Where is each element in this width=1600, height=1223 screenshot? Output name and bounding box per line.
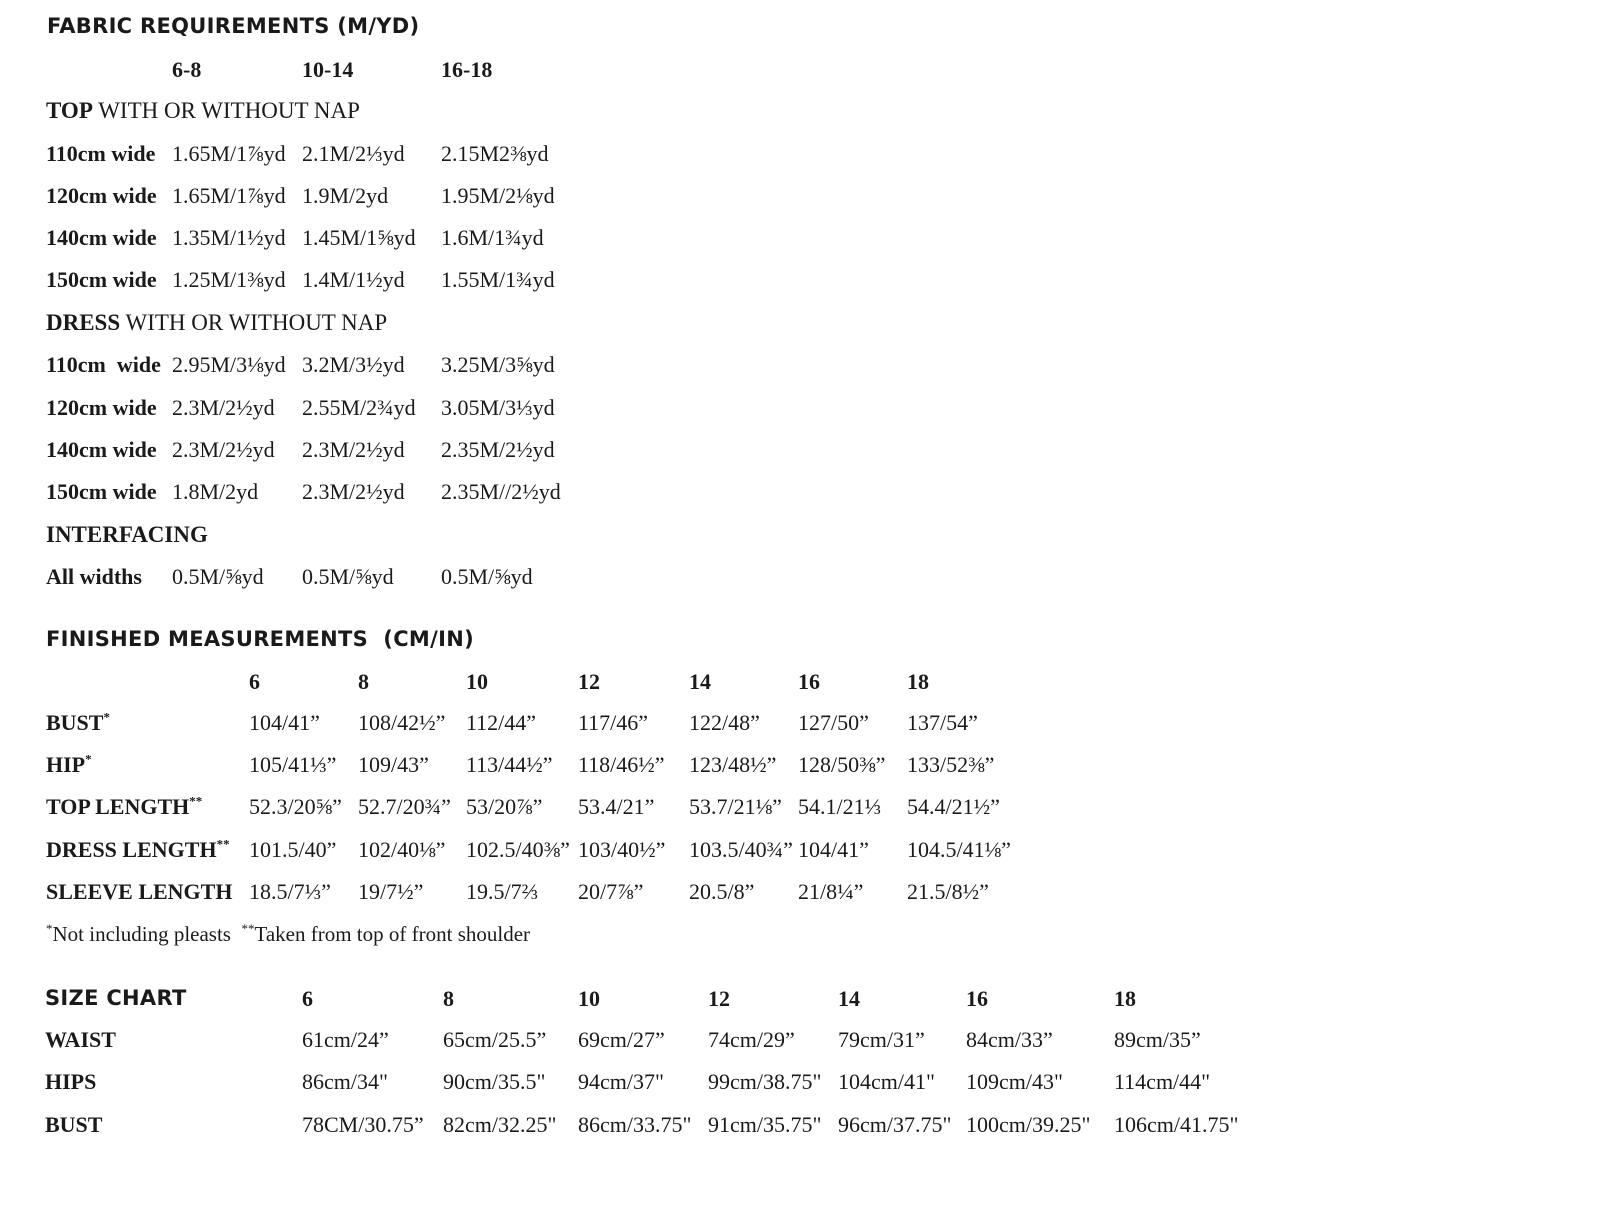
size-chart-value: 94cm/37" xyxy=(578,1069,664,1094)
finished-value: 103.5/40¾” xyxy=(689,837,793,862)
finished-row-label xyxy=(46,751,92,777)
finished-row-label xyxy=(46,709,110,735)
finished-value: 53.7/21⅛” xyxy=(689,794,782,819)
fabric-width-label: 120cm wide xyxy=(46,183,157,208)
finished-value: 133/52⅜” xyxy=(907,752,995,777)
finished-value: 102/40⅛” xyxy=(358,837,446,862)
finished-row-label xyxy=(46,793,203,819)
fabric-value: 2.1M/2⅓yd xyxy=(302,141,405,166)
footnote-text: Not including pleasts xyxy=(52,922,231,946)
dress-section-heading xyxy=(46,311,387,334)
fabric-value: 2.3M/2½yd xyxy=(302,479,405,504)
finished-row-label xyxy=(46,881,232,903)
fabric-value: 1.4M/1½yd xyxy=(302,267,405,292)
fabric-width-label: All widths xyxy=(46,564,142,589)
finished-value: 53.4/21” xyxy=(578,794,655,819)
finished-value: 21/8¼” xyxy=(798,879,864,904)
size-chart-row-label: BUST xyxy=(45,1112,103,1137)
size-chart-row-label: HIPS xyxy=(45,1069,97,1094)
top-section-heading xyxy=(46,99,360,122)
fabric-width-label: 120cm wide xyxy=(46,395,157,420)
finished-value: 18.5/7⅓” xyxy=(249,879,331,904)
finished-measurements-title: FINISHED MEASUREMENTS (CM/IN) xyxy=(46,627,474,651)
fabric-width-label: 140cm wide xyxy=(46,225,157,250)
fabric-value: 0.5M/⅝yd xyxy=(441,564,533,589)
finished-value: 118/46½” xyxy=(578,752,665,777)
finished-row-label xyxy=(46,836,230,862)
size-chart-value: 89cm/35” xyxy=(1114,1027,1201,1052)
fabric-size-header: 6-8 xyxy=(172,57,202,82)
fabric-value: 3.05M/3⅓yd xyxy=(441,395,555,420)
interfacing-section-label: INTERFACING xyxy=(46,522,208,547)
finished-value: 103/40½” xyxy=(578,837,666,862)
fabric-value: 1.45M/1⅝yd xyxy=(302,225,416,250)
size-chart-size-header: 16 xyxy=(966,986,988,1011)
finished-value: 20/7⅞” xyxy=(578,879,644,904)
finished-value: 123/48½” xyxy=(689,752,777,777)
finished-value: 102.5/40⅜” xyxy=(466,837,570,862)
footnote-mark: * xyxy=(46,921,53,936)
fabric-value: 0.5M/⅝yd xyxy=(302,564,394,589)
finished-row-label-text: TOP LENGTH xyxy=(46,794,190,819)
finished-value: 117/46” xyxy=(578,710,649,735)
footnote-mark: ** xyxy=(189,793,203,809)
fabric-value: 1.9M/2yd xyxy=(302,183,389,208)
finished-size-header: 6 xyxy=(249,669,260,694)
fabric-size-header: 16-18 xyxy=(441,57,493,82)
size-chart-value: 61cm/24” xyxy=(302,1027,389,1052)
top-section-label: TOP xyxy=(46,98,93,123)
footnote-mark: ** xyxy=(241,921,255,936)
finished-row-label-text: DRESS LENGTH xyxy=(46,837,217,862)
finished-row-label-text: SLEEVE LENGTH xyxy=(46,879,233,904)
fabric-value: 1.35M/1½yd xyxy=(172,225,286,250)
size-chart-size-header: 14 xyxy=(838,986,860,1011)
size-chart-size-header: 8 xyxy=(443,986,454,1011)
size-chart-value: 69cm/27” xyxy=(578,1027,665,1052)
finished-value: 20.5/8” xyxy=(689,879,755,904)
fabric-value: 3.25M/3⅝yd xyxy=(441,352,555,377)
finished-value: 54.1/21⅓ xyxy=(798,794,882,819)
finished-value: 137/54” xyxy=(907,710,978,735)
size-chart-value: 114cm/44" xyxy=(1114,1069,1211,1094)
fabric-requirements-title: FABRIC REQUIREMENTS (M/YD) xyxy=(47,14,420,38)
size-chart-value: 84cm/33” xyxy=(966,1027,1053,1052)
size-chart-size-header: 18 xyxy=(1114,986,1136,1011)
size-chart-row-label: WAIST xyxy=(45,1027,116,1052)
finished-value: 128/50⅜” xyxy=(798,752,886,777)
finished-footnote xyxy=(46,921,531,946)
fabric-value: 1.8M/2yd xyxy=(172,479,259,504)
fabric-width-label: 150cm wide xyxy=(46,479,157,504)
footnote-mark: ** xyxy=(216,836,230,852)
size-chart-size-header: 12 xyxy=(708,986,730,1011)
fabric-value: 1.65M/1⅞yd xyxy=(172,183,286,208)
finished-value: 104/41” xyxy=(249,710,320,735)
fabric-value: 2.35M//2½yd xyxy=(441,479,561,504)
fabric-value: 1.6M/1¾yd xyxy=(441,225,544,250)
fabric-width-label: 140cm wide xyxy=(46,437,157,462)
footnote-text: Taken from top of front shoulder xyxy=(254,922,531,946)
fabric-value: 3.2M/3½yd xyxy=(302,352,405,377)
finished-value: 105/41⅓” xyxy=(249,752,337,777)
finished-value: 109/43” xyxy=(358,752,429,777)
fabric-value: 2.55M/2¾yd xyxy=(302,395,416,420)
fabric-value: 1.65M/1⅞yd xyxy=(172,141,286,166)
size-chart-value: 90cm/35.5" xyxy=(443,1069,546,1094)
size-chart-value: 96cm/37.75" xyxy=(838,1112,952,1137)
fabric-value: 1.25M/1⅜yd xyxy=(172,267,286,292)
fabric-width-label: 150cm wide xyxy=(46,267,157,292)
finished-value: 52.3/20⅝” xyxy=(249,794,342,819)
dress-section-nap-text: WITH OR WITHOUT NAP xyxy=(120,310,388,335)
finished-size-header: 8 xyxy=(358,669,369,694)
fabric-value: 0.5M/⅝yd xyxy=(172,564,264,589)
fabric-size-header: 10-14 xyxy=(302,57,354,82)
fabric-width-label: 110cm wide xyxy=(46,352,161,377)
size-chart-value: 82cm/32.25" xyxy=(443,1112,557,1137)
interfacing-section-heading xyxy=(46,523,208,546)
finished-value: 104/41” xyxy=(798,837,869,862)
size-chart-value: 79cm/31” xyxy=(838,1027,925,1052)
size-chart-value: 100cm/39.25" xyxy=(966,1112,1091,1137)
finished-row-label-text: HIP xyxy=(46,752,86,777)
size-chart-value: 74cm/29” xyxy=(708,1027,795,1052)
size-chart-value: 86cm/33.75" xyxy=(578,1112,692,1137)
size-chart-size-header: 6 xyxy=(302,986,313,1011)
finished-row-label-text: BUST xyxy=(46,710,104,735)
size-chart-title: SIZE CHART xyxy=(45,986,187,1010)
finished-value: 19/7½” xyxy=(358,879,424,904)
finished-value: 54.4/21½” xyxy=(907,794,1000,819)
finished-value: 19.5/7⅔ xyxy=(466,879,539,904)
size-chart-value: 65cm/25.5” xyxy=(443,1027,547,1052)
finished-value: 112/44” xyxy=(466,710,537,735)
fabric-width-label: 110cm wide xyxy=(46,141,156,166)
fabric-value: 2.3M/2½yd xyxy=(172,437,275,462)
finished-size-header: 16 xyxy=(798,669,820,694)
fabric-value: 2.15M2⅜yd xyxy=(441,141,549,166)
finished-value: 122/48” xyxy=(689,710,760,735)
finished-size-header: 18 xyxy=(907,669,929,694)
size-chart-value: 91cm/35.75" xyxy=(708,1112,822,1137)
size-chart-value: 86cm/34" xyxy=(302,1069,388,1094)
finished-value: 104.5/41⅛” xyxy=(907,837,1011,862)
dress-section-label: DRESS xyxy=(46,310,121,335)
finished-value: 52.7/20¾” xyxy=(358,794,451,819)
fabric-value: 2.3M/2½yd xyxy=(302,437,405,462)
fabric-value: 1.55M/1¾yd xyxy=(441,267,555,292)
finished-value: 21.5/8½” xyxy=(907,879,989,904)
fabric-value: 2.3M/2½yd xyxy=(172,395,275,420)
fabric-value: 2.95M/3⅛yd xyxy=(172,352,286,377)
size-chart-value: 104cm/41" xyxy=(838,1069,935,1094)
size-chart-value: 109cm/43" xyxy=(966,1069,1063,1094)
finished-size-header: 12 xyxy=(578,669,600,694)
finished-value: 53/20⅞” xyxy=(466,794,543,819)
size-chart-value: 99cm/38.75" xyxy=(708,1069,822,1094)
fabric-value: 1.95M/2⅛yd xyxy=(441,183,555,208)
fabric-value: 2.35M/2½yd xyxy=(441,437,555,462)
footnote-mark: * xyxy=(103,709,110,725)
size-chart-value: 78CM/30.75” xyxy=(302,1112,424,1137)
finished-value: 127/50” xyxy=(798,710,869,735)
top-section-nap-text: WITH OR WITHOUT NAP xyxy=(92,98,360,123)
size-chart-size-header: 10 xyxy=(578,986,600,1011)
finished-value: 101.5/40” xyxy=(249,837,337,862)
finished-size-header: 10 xyxy=(466,669,488,694)
finished-size-header: 14 xyxy=(689,669,711,694)
footnote-mark: * xyxy=(85,751,92,767)
size-chart-value: 106cm/41.75" xyxy=(1114,1112,1239,1137)
finished-value: 108/42½” xyxy=(358,710,446,735)
finished-value: 113/44½” xyxy=(466,752,553,777)
